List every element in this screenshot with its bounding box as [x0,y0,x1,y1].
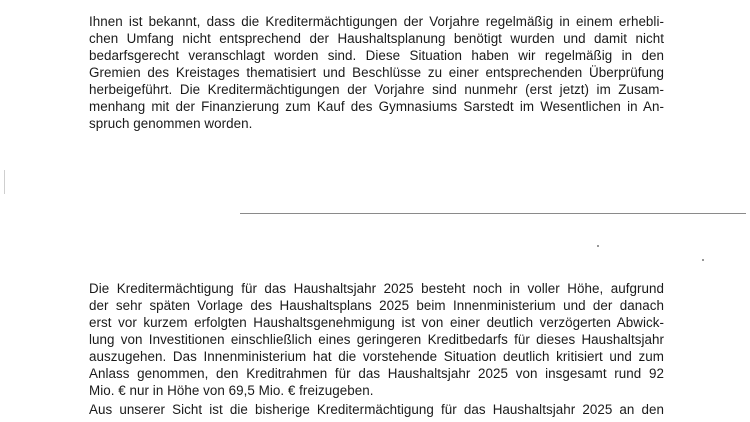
text-line: auszugehen. Das Innenministerium hat die vorstehende Situation deutlich kritisiert und zum [89,349,664,364]
text-line: Gremien des Kreistages thematisiert und Beschlüsse zu einer entsprechenden Überprüfung [89,65,664,80]
text-line: der sehr späten Vorlage des Haushaltsplans 2025 beim Innenministerium und der danach [89,298,664,313]
scan-edge-mark [4,170,5,194]
text-line: Anlass genommen, den Kreditrahmen für das Haushaltsjahr 2025 von insgesamt rund 92 [89,366,664,381]
text-line: erst vor kurzem erfolgten Haushaltsgenehmigung ist von einer deutlich verzögerten Abwick- [89,315,664,330]
text-line: herbeigeführt. Die Kreditermächtigungen der Vorjahre sind nunmehr (erst jetzt) im Zusam- [89,82,664,97]
text-line: menhang mit der Finanzierung zum Kauf des Gymnasiums Sarstedt im Wesentlichen in An- [89,99,664,114]
text-line: chen Umfang nicht entsprechend der Haushaltsplanung benötigt wurden und damit nicht [89,31,664,46]
text-line: Mio. € nur in Höhe von 69,5 Mio. € freizugeben. [89,383,374,398]
text-line: Aus unserer Sicht ist die bisherige Kreditermächtigung für das Haushaltsjahr 2025 an den [89,402,664,417]
text-line: Ihnen ist bekannt, dass die Kreditermächtigungen der Vorjahre regelmäßig in einem erhebli- [89,14,664,29]
text-line: spruch genommen worden. [89,116,253,131]
text-line: lung von Investitionen einschließlich eines geringeren Kreditbedarfs für dieses Haushaltsjahr [89,332,664,347]
scan-speck [702,259,704,261]
scan-speck [597,245,599,247]
page-break-line [240,213,746,214]
text-line: Die Kreditermächtigung für das Haushaltsjahr 2025 besteht noch in voller Höhe, aufgrund [89,281,664,296]
text-line: bedarfsgerecht veranschlagt worden sind. Diese Situation haben wir regelmäßig in den [89,48,664,63]
